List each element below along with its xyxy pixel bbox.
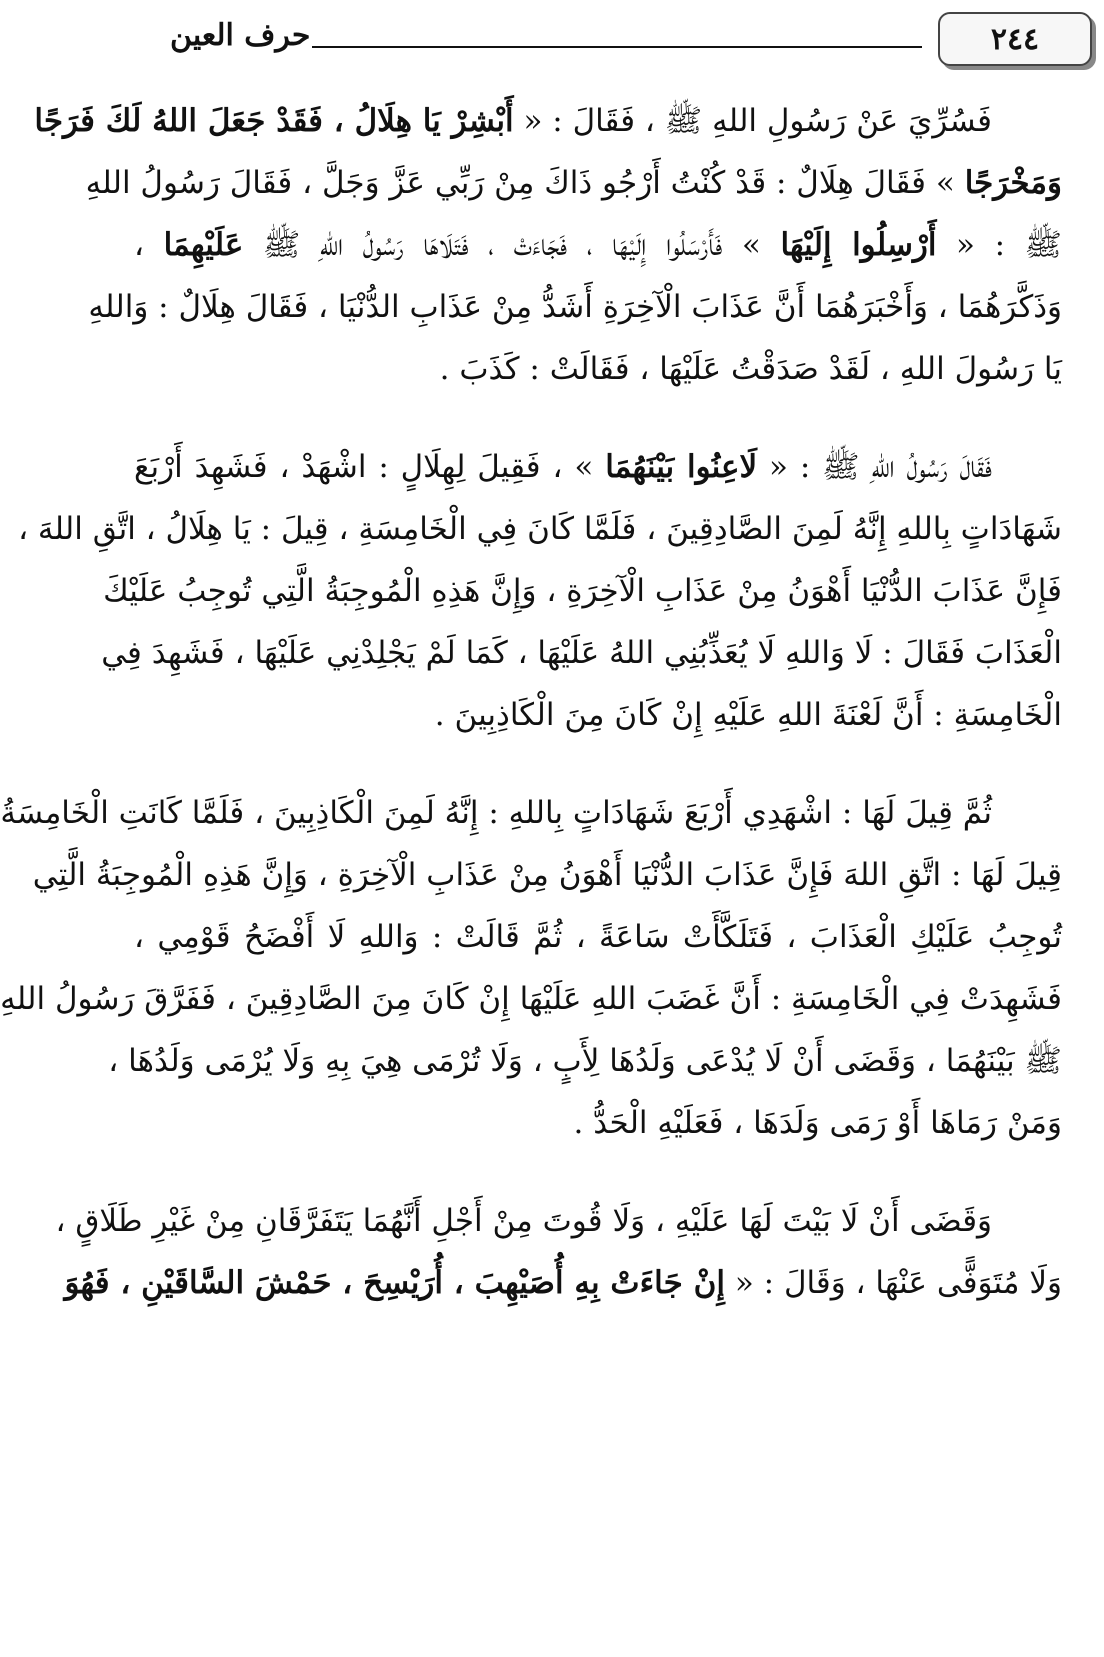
text-line [55,1190,1062,1252]
header-rule [312,46,922,48]
text-line [18,498,1062,560]
paragraph [55,1190,1062,1314]
paragraph [18,436,1062,746]
text-line [134,684,1062,746]
hadith-quote: أَبْشِرْ يَا هِلَالُ ، فَقَدْ جَعَلَ اللهُ لَكَ فَرَجًا [34,103,514,139]
text-line [134,436,1062,498]
text-line [134,338,1062,400]
text-line [108,1030,1062,1092]
text-segment: فَشَهِدَتْ فِي الْخَامِسَةِ : أَنَّ غَضَبَ اللهِ عَلَيْهَا إِنْ كَانَ مِنَ الصَّادِقِينَ ، فَفَرَّقَ رَسُولُ اللهِ [0,981,1062,1017]
text-segment: ﷺ : « [936,227,1063,263]
text-line [32,844,1062,906]
text-segment: ، [134,227,164,263]
text-segment: » فَأَرْسَلُوا إِلَيْهَا ، فَجَاءَتْ ، فَتَلَاهَا رَسُولُ اللهِ ﷺ [243,227,781,263]
text-line [88,276,1062,338]
page-number-box [938,12,1092,66]
page-number: ٢٤٤ [990,21,1040,57]
text-line [34,90,1062,152]
text-segment: » ، فَقِيلَ لِهِلَالٍ : اشْهَدْ ، فَشَهِدَ أَرْبَعَ [134,449,606,485]
text-segment: وَمَنْ رَمَاهَا أَوْ رَمَى وَلَدَهَا ، فَعَلَيْهِ الْحَدُّ . [573,1105,1062,1141]
text-segment: الْعَذَابَ فَقَالَ : لَا وَاللهِ لَا يُعَذِّبُنِي اللهُ عَلَيْهَا ، كَمَا لَمْ يَجْلِدْنِي عَلَيْهَا ، فَشَهِدَ فِي [101,635,1062,671]
body-text [0,90,1063,1350]
chapter-title: حرف العين [170,18,311,53]
text-line [134,906,1062,968]
text-segment: تُوجِبُ عَلَيْكِ الْعَذَابَ ، فَتَلَكَّأَتْ سَاعَةً ، ثُمَّ قَالَتْ : وَاللهِ لَا أَفْضَحُ قَوْمِي ، [134,919,1062,955]
hadith-quote: أَرْسِلُوا إِلَيْهَا [780,227,937,263]
text-line [0,782,1062,844]
text-segment: الْخَامِسَةِ : أَنَّ لَعْنَةَ اللهِ عَلَيْهِ إِنْ كَانَ مِنَ الْكَاذِبِينَ . [434,697,1062,733]
paragraph [0,782,1062,1154]
text-segment: ﷺ بَيْنَهُمَا ، وَقَضَى أَنْ لَا يُدْعَى وَلَدُهَا لِأَبٍ ، وَلَا تُرْمَى هِيَ بِهِ وَلَا يُرْمَى وَلَدُهَا ، [108,1043,1062,1079]
page-header [130,8,1050,62]
text-segment: قِيلَ لَهَا : اتَّقِ اللهَ فَإِنَّ عَذَابَ الدُّنْيَا أَهْوَنُ مِنْ عَذَابِ الْآخِرَةِ ، وَإِنَّ هَذِهِ الْمُوجِبَةُ الَّتِي [32,857,1062,893]
text-line [0,968,1062,1030]
text-segment: شَهَادَاتٍ بِاللهِ إِنَّهُ لَمِنَ الصَّادِقِينَ ، فَلَمَّا كَانَ فِي الْخَامِسَةِ ، قِيلَ : يَا هِلَالُ ، اتَّقِ اللهَ ، [18,511,1062,547]
hadith-quote: إِنْ جَاءَتْ بِهِ أُصَيْهِبَ ، أُرَيْسِحَ ، حَمْشَ السَّاقَيْنِ ، فَهُوَ [64,1265,725,1301]
hadith-quote: لَاعِنُوا بَيْنَهُمَا [605,449,758,485]
text-segment: فَإِنَّ عَذَابَ الدُّنْيَا أَهْوَنُ مِنْ عَذَابِ الْآخِرَةِ ، وَإِنَّ هَذِهِ الْمُوجِبَةُ الَّتِي تُوجِبُ عَلَيْكَ [103,573,1062,609]
text-line [85,152,1062,214]
hadith-quote: وَمَخْرَجًا [964,165,1062,201]
text-segment: يَا رَسُولَ اللهِ ، لَقَدْ صَدَقْتُ عَلَيْهَا ، فَقَالَتْ : كَذَبَ . [439,351,1062,387]
text-segment: » فَقَالَ هِلَالٌ : قَدْ كُنْتُ أَرْجُو ذَاكَ مِنْ رَبِّي عَزَّ وَجَلَّ ، فَقَالَ رَسُولُ اللهِ [85,165,965,201]
text-segment: وَلَا مُتَوَفًّى عَنْهَا ، وَقَالَ : « [724,1265,1062,1301]
hadith-quote: عَلَيْهِمَا [163,227,244,263]
text-line [134,214,1062,276]
text-line [101,622,1062,684]
text-segment: فَسُرِّيَ عَنْ رَسُولِ اللهِ ﷺ ، فَقَالَ : « [513,103,992,139]
text-segment: وَذَكَّرَهُمَا ، وَأَخْبَرَهُمَا أَنَّ عَذَابَ الْآخِرَةِ أَشَدُّ مِنْ عَذَابِ الدُّنْيَا ، فَقَالَ هِلَالٌ : وَاللهِ [88,289,1062,325]
text-line [103,560,1062,622]
paragraph [34,90,1063,400]
text-line [134,1092,1062,1154]
text-segment: وَقَضَى أَنْ لَا بَيْتَ لَهَا عَلَيْهِ ، وَلَا قُوتَ مِنْ أَجْلِ أَنَّهُمَا يَتَفَرَّقَانِ مِنْ غَيْرِ طَلَاقٍ ، [55,1203,992,1239]
text-line [64,1252,1062,1314]
text-segment: فَقَالَ رَسُولُ اللهِ ﷺ : « [757,449,992,485]
text-segment: ثُمَّ قِيلَ لَهَا : اشْهَدِي أَرْبَعَ شَهَادَاتٍ بِاللهِ : إِنَّهُ لَمِنَ الْكَاذِبِينَ ، فَلَمَّا كَانَتِ الْخَامِسَةُ [0,795,992,831]
